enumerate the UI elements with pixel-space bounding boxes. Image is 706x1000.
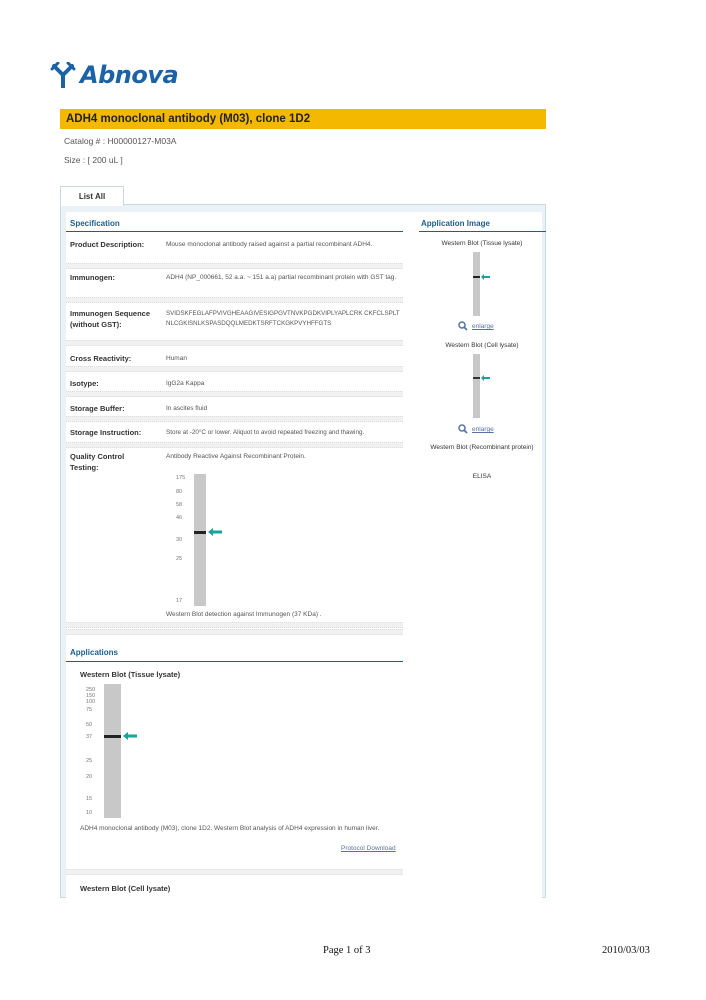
spec-value-cross-reactivity: Human [166, 355, 187, 362]
spec-label-immunogen-sequence: Immunogen Sequence (without GST): [70, 309, 151, 329]
row-separator [66, 340, 403, 346]
blot-lane [104, 684, 121, 818]
spec-value-immunogen: ADH4 (NP_000661, 52 a.a. ~ 151 a.a) partial recombinant protein with GST tag. [166, 274, 397, 281]
spec-label-quality-control: Quality Control Testing: [70, 452, 125, 472]
enlarge-link[interactable]: enlarge [472, 426, 494, 433]
blot-tick: 80 [176, 489, 183, 495]
blot-tick: 15 [86, 796, 93, 802]
blot-tick: 175 [176, 475, 186, 481]
spec-value-storage-buffer: In ascites fluid [166, 405, 208, 412]
wb-cell-heading: Western Blot (Cell lysate) [80, 884, 171, 893]
spec-value-isotype: IgG2a Kappa [166, 380, 205, 387]
spec-label-storage-instruction: Storage Instruction: [70, 428, 142, 437]
page-number: Page 1 of 3 [323, 945, 371, 956]
brand-name: Abnova [80, 61, 179, 89]
blot-tick: 250 [86, 687, 96, 693]
blot-tick: 30 [176, 537, 183, 543]
row-separator [66, 416, 403, 422]
spec-value-quality-control: Antibody Reactive Against Recombinant Protein. [166, 453, 306, 460]
catalog-number: Catalog # : H00000127-M03A [64, 136, 177, 146]
blot-lane [473, 252, 480, 316]
blot-lane [194, 474, 206, 606]
antibody-logo-icon [50, 62, 76, 88]
specification-rule [66, 231, 403, 232]
blot-tick: 20 [86, 774, 93, 780]
blot-tick: 150 [86, 693, 96, 699]
arrow-icon [481, 375, 490, 381]
row-separator [66, 366, 403, 372]
qc-caption: Western Blot detection against Immunogen (37 KDa) . [166, 611, 322, 618]
blot-tick: 25 [176, 556, 183, 562]
arrow-icon [208, 528, 222, 536]
spec-label-product-description: Product Description: [70, 240, 145, 249]
spec-label-immunogen: Immunogen: [70, 273, 115, 282]
arrow-icon [481, 274, 490, 280]
application-image-rule [419, 231, 546, 232]
row-separator [66, 622, 403, 628]
abnova-logo [50, 58, 190, 92]
protocol-download-link[interactable]: Protocol Download [341, 845, 396, 852]
product-title: ADH4 monoclonal antibody (M03), clone 1D2 [60, 109, 546, 129]
row-separator [66, 297, 403, 303]
blot-tick: 100 [86, 699, 96, 705]
blot-tick: 37 [86, 734, 93, 740]
blot-band [104, 735, 121, 738]
blot-band [194, 531, 206, 534]
blot-tick: 46 [176, 515, 183, 521]
row-separator [66, 442, 403, 448]
blot-band [473, 276, 480, 278]
app-image-title: Western Blot (Cell lysate) [445, 342, 519, 349]
size-info: Size : [ 200 uL ] [64, 155, 123, 165]
print-date: 2010/03/03 [602, 945, 650, 956]
qc-western-blot-image [166, 472, 232, 608]
wb-tissue-caption: ADH4 monoclonal antibody (M03), clone 1D2. Western Blot analysis of ADH4 expression in human liver. [80, 825, 380, 832]
spec-label-cross-reactivity: Cross Reactivity: [70, 354, 132, 363]
blot-lane [473, 354, 480, 418]
spec-label-isotype: Isotype: [70, 379, 99, 388]
row-separator [66, 629, 403, 635]
app-image-title: Western Blot (Recombinant protein) [430, 444, 534, 451]
application-image-heading: Application Image [421, 219, 490, 228]
tab-list-all[interactable]: List All [60, 186, 124, 206]
spec-value-immunogen-sequence: SVIDSKFEGLAFPVIVGHEAAGIVESIGPGVTNVKPGDKVIPLYAPLCRK CKFCLSPLTNLCGKISNLKSPASDQQLMEDKTSRFTCKGKPVYHFFGTS [166, 310, 400, 327]
blot-tick: 50 [86, 722, 93, 728]
row-separator [66, 869, 403, 875]
app-image-title: ELISA [472, 473, 492, 480]
wb-tissue-heading: Western Blot (Tissue lysate) [80, 670, 181, 679]
blot-tick: 10 [86, 810, 93, 816]
blot-tick: 25 [86, 758, 93, 764]
spec-value-product-description: Mouse monoclonal antibody raised against a partial recombinant ADH4. [166, 241, 373, 248]
magnifier-icon[interactable] [458, 321, 468, 331]
wb-tissue-image [80, 684, 146, 818]
arrow-icon [123, 732, 137, 740]
row-separator [66, 391, 403, 397]
app-thumb-tissue-lysate[interactable] [461, 251, 495, 317]
app-thumb-cell-lysate[interactable] [461, 353, 495, 419]
spec-value-storage-instruction: Store at -20°C or lower. Aliquot to avoid repeated freezing and thawing. [166, 429, 365, 436]
blot-band [473, 377, 480, 379]
blot-tick: 17 [176, 598, 183, 604]
blot-tick: 75 [86, 707, 93, 713]
applications-heading: Applications [70, 648, 119, 657]
spec-label-storage-buffer: Storage Buffer: [70, 404, 125, 413]
blot-tick: 58 [176, 502, 183, 508]
magnifier-icon[interactable] [458, 424, 468, 434]
applications-rule [66, 661, 403, 662]
row-separator [66, 263, 403, 269]
specification-heading: Specification [70, 219, 120, 228]
app-image-title: Western Blot (Tissue lysate) [441, 240, 523, 247]
enlarge-link[interactable]: enlarge [472, 323, 494, 330]
